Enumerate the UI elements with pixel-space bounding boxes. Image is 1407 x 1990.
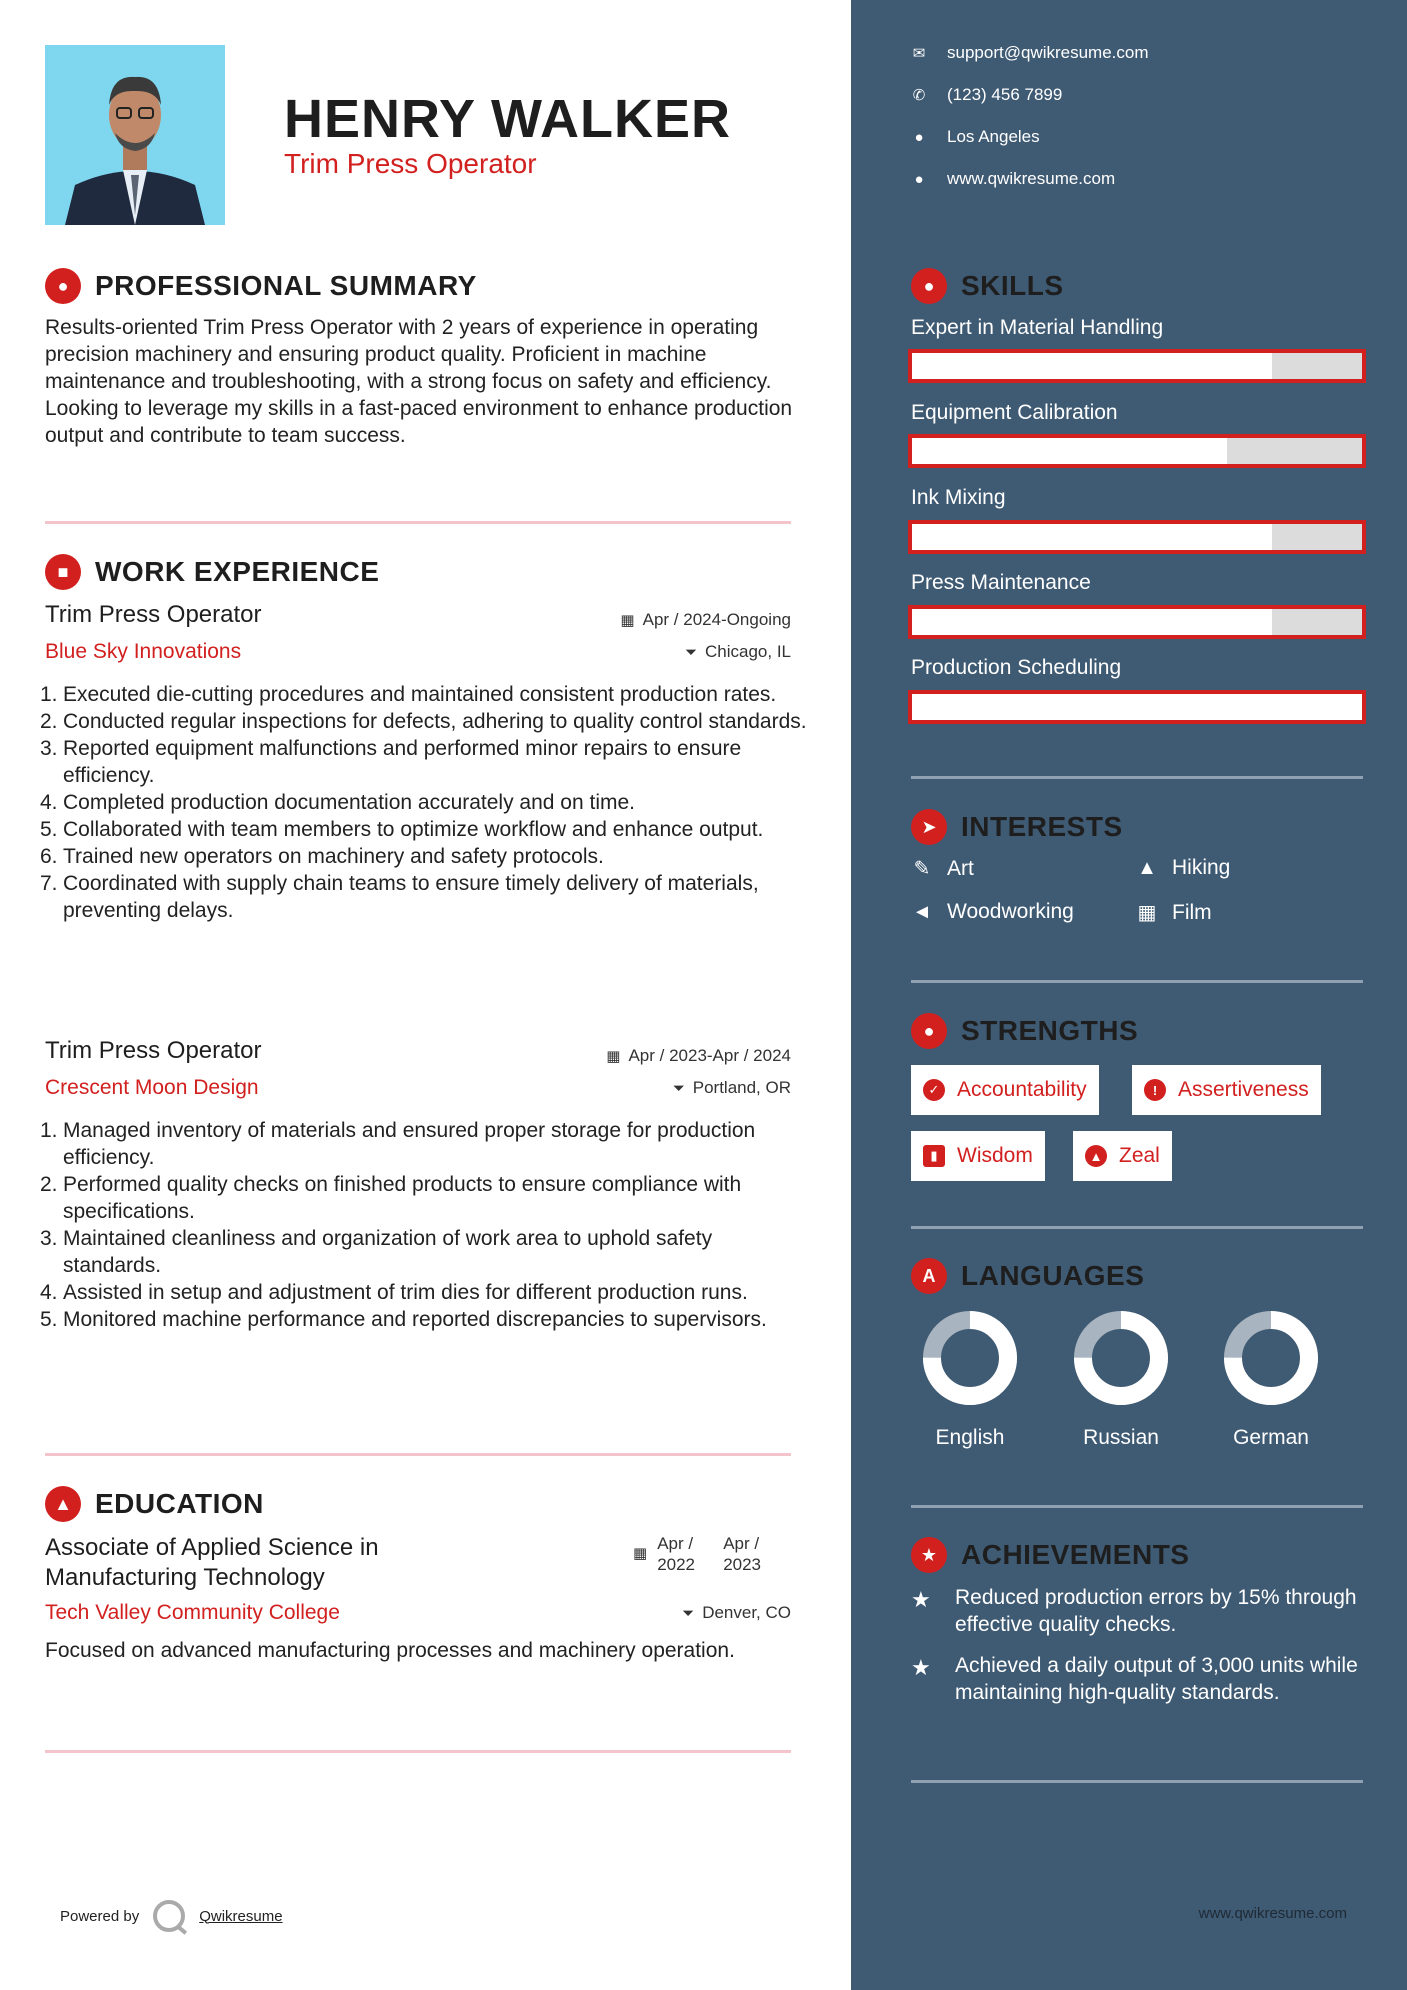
list-item: 7. Coordinated with supply chain teams to ensure timely delivery of materials, preventing delays. <box>40 872 759 922</box>
section-divider <box>911 1226 1363 1229</box>
language-item <box>1061 1310 1181 1450</box>
pin-icon: ⏷ <box>684 643 697 661</box>
education-heading: EDUCATION <box>95 1488 264 1519</box>
skill-bar-fill <box>912 353 1272 379</box>
phone-icon: ✆ <box>912 87 926 104</box>
interest-item <box>911 856 974 881</box>
list-item: 3. Reported equipment malfunctions and performed minor repairs to ensure efficiency. <box>40 737 742 787</box>
job-dates <box>606 1046 791 1066</box>
profile-photo-image <box>45 45 225 225</box>
graduate-icon: ▲ <box>45 1486 81 1522</box>
calendar-icon: ▦ <box>620 612 635 629</box>
skill-label: Press Maintenance <box>911 571 1091 594</box>
job-title: Trim Press Operator <box>45 1037 262 1064</box>
contact-location-text: Los Angeles <box>947 127 1040 146</box>
calendar-icon: ▦ <box>606 1048 621 1065</box>
skill-label: Production Scheduling <box>911 656 1122 679</box>
list-item: 5. Collaborated with team members to optimize workflow and enhance output. <box>40 818 764 841</box>
strength-badge <box>1132 1065 1321 1115</box>
globe-icon: ● <box>914 170 924 188</box>
strength-label: Wisdom <box>957 1144 1033 1167</box>
contact-email[interactable] <box>911 43 1149 63</box>
contact-website-text: www.qwikresume.com <box>947 169 1116 188</box>
skill-bar <box>908 690 1366 724</box>
strengths-section-header <box>911 1013 1138 1049</box>
language-ring <box>922 1310 1018 1406</box>
fist-icon: ● <box>911 1013 947 1049</box>
language-item <box>910 1310 1030 1450</box>
section-divider <box>911 980 1363 983</box>
interests-section-header <box>911 809 1123 845</box>
experience-heading: WORK EXPERIENCE <box>95 556 380 587</box>
section-divider <box>45 1453 791 1456</box>
job-location <box>673 1078 791 1098</box>
interests-heading: INTERESTS <box>961 811 1123 842</box>
achievements-section-header <box>911 1537 1189 1573</box>
interest-item <box>1136 900 1212 925</box>
fire-icon: ▲ <box>1085 1145 1107 1167</box>
book-icon: ▮ <box>923 1145 945 1167</box>
check-circle-icon: ✓ <box>923 1079 945 1101</box>
strength-label: Zeal <box>1119 1144 1160 1167</box>
interest-item <box>911 900 1074 924</box>
list-item: 2. Performed quality checks on finished products to ensure compliance with specifications. <box>40 1173 742 1223</box>
strength-badge <box>911 1065 1099 1115</box>
strength-label: Accountability <box>957 1078 1087 1101</box>
list-item: 4. Completed production documentation accurately and on time. <box>40 791 636 814</box>
skill-bar <box>908 520 1366 554</box>
list-item: 6. Trained new operators on machinery and safety protocols. <box>40 845 604 868</box>
powered-by-label: Powered by <box>60 1907 140 1925</box>
strength-label: Assertiveness <box>1178 1078 1309 1101</box>
contact-phone-text: (123) 456 7899 <box>947 85 1063 104</box>
list-item: 1. Managed inventory of materials and ensured proper storage for production efficiency. <box>40 1119 756 1169</box>
star-icon: ★ <box>911 1655 931 1680</box>
job-location-text: Chicago, IL <box>705 642 791 661</box>
strengths-heading: STRENGTHS <box>961 1015 1139 1046</box>
summary-section-header <box>45 268 477 304</box>
map-pin-icon: ● <box>914 128 924 146</box>
section-divider <box>911 1505 1363 1508</box>
section-divider <box>45 1750 791 1753</box>
lightbulb-icon: ● <box>911 268 947 304</box>
interest-label: Film <box>1172 900 1212 924</box>
office-chair-icon: ■ <box>45 554 81 590</box>
interest-item <box>1136 856 1230 880</box>
skill-label: Ink Mixing <box>911 486 1006 509</box>
education-location <box>682 1603 791 1623</box>
language-label: Russian <box>1083 1426 1159 1449</box>
skill-bar <box>908 605 1366 639</box>
languages-heading: LANGUAGES <box>961 1260 1145 1291</box>
skill-label: Expert in Material Handling <box>911 316 1164 339</box>
job-title: Trim Press Operator <box>45 601 262 628</box>
language-label: German <box>1233 1426 1309 1449</box>
skill-bar-fill <box>912 694 1362 720</box>
job-location <box>685 642 791 662</box>
envelope-icon: ✉ <box>912 45 926 62</box>
job-dates <box>620 610 791 630</box>
education-location-text: Denver, CO <box>702 1603 791 1622</box>
pin-icon: ⏷ <box>682 1604 695 1622</box>
paintbrush-icon: ✎ <box>913 858 931 880</box>
education-description: Focused on advanced manufacturing processes and machinery operation. <box>45 1639 735 1662</box>
language-ring <box>1223 1310 1319 1406</box>
contact-email-text: support@qwikresume.com <box>947 43 1149 62</box>
job-responsibilities <box>40 1117 810 1333</box>
interest-label: Art <box>947 856 974 880</box>
section-divider <box>45 521 791 524</box>
star-badge-icon: ★ <box>911 1537 947 1573</box>
section-divider <box>911 1780 1363 1783</box>
powered-by <box>60 1900 283 1932</box>
job-responsibilities <box>40 681 810 924</box>
brand-link[interactable]: Qwikresume <box>199 1907 283 1925</box>
candidate-title: Trim Press Operator <box>284 148 537 179</box>
skill-bar-fill <box>912 524 1272 550</box>
achievement-text: Reduced production errors by 15% through effective quality checks. <box>955 1586 1357 1636</box>
list-item: 1. Executed die-cutting procedures and maintained consistent production rates. <box>40 683 777 706</box>
list-item: 4. Assisted in setup and adjustment of trim dies for different production runs. <box>40 1281 748 1304</box>
skills-heading: SKILLS <box>961 270 1064 301</box>
job-company: Blue Sky Innovations <box>45 640 242 663</box>
achievement-text: Achieved a daily output of 3,000 units while maintaining high-quality standards. <box>955 1654 1358 1704</box>
skill-label: Equipment Calibration <box>911 401 1118 424</box>
education-end: Apr / 2023 <box>723 1534 762 1574</box>
section-divider <box>911 776 1363 779</box>
contact-website[interactable] <box>911 169 1115 189</box>
education-dates <box>633 1533 779 1575</box>
user-icon: ● <box>45 268 81 304</box>
pin-icon: ⏷ <box>672 1079 685 1097</box>
footer-url[interactable]: www.qwikresume.com <box>1198 1905 1347 1922</box>
calendar-icon: ▦ <box>633 1545 648 1562</box>
summary-text: Results-oriented Trim Press Operator with 2 years of experience in operating precision machinery and ensuring product quality. Proficient in machine maintenance and troubleshooting, with a strong focus on safety and efficiency. Looking to leverage my skills in a fast-paced environment to enhance production output and contribute to team success. <box>45 316 793 447</box>
list-item: 3. Maintained cleanliness and organization of work area to uphold safety standards. <box>40 1227 713 1277</box>
film-icon: ▦ <box>1137 902 1157 924</box>
achievement-item <box>911 1652 1361 1706</box>
qwikresume-logo-icon <box>153 1900 185 1932</box>
education-degree: Associate of Applied Science in Manufacturing Technology <box>45 1534 379 1591</box>
interest-label: Hiking <box>1172 856 1231 879</box>
strength-badge <box>911 1131 1045 1181</box>
language-label: English <box>935 1426 1005 1449</box>
tree-icon: ▲ <box>1137 856 1157 879</box>
strength-badge <box>1073 1131 1172 1181</box>
education-start: Apr / 2022 <box>657 1534 696 1574</box>
skill-bar-fill <box>912 609 1272 635</box>
language-item <box>1211 1310 1331 1450</box>
profile-photo <box>45 45 225 225</box>
list-item: 2. Conducted regular inspections for defects, adhering to quality control standards. <box>40 710 807 733</box>
star-icon: ★ <box>911 1587 931 1612</box>
languages-section-header <box>911 1258 1144 1294</box>
summary-heading: PROFESSIONAL SUMMARY <box>95 270 477 301</box>
translate-icon: A <box>911 1258 947 1294</box>
job-dates-text: Apr / 2024-Ongoing <box>642 610 791 629</box>
language-ring <box>1073 1310 1169 1406</box>
achievement-item <box>911 1584 1361 1638</box>
job-location-text: Portland, OR <box>692 1078 791 1097</box>
megaphone-icon: ◄ <box>912 900 932 923</box>
experience-section-header <box>45 554 379 590</box>
job-dates-text: Apr / 2023-Apr / 2024 <box>628 1046 791 1065</box>
contact-phone[interactable] <box>911 85 1062 105</box>
education-school: Tech Valley Community College <box>45 1601 340 1624</box>
candidate-name: HENRY WALKER <box>284 89 732 149</box>
list-item: 5. Monitored machine performance and reported discrepancies to supervisors. <box>40 1308 767 1331</box>
skills-section-header <box>911 268 1064 304</box>
achievements-heading: ACHIEVEMENTS <box>961 1539 1190 1570</box>
skill-bar <box>908 349 1366 383</box>
paper-plane-icon: ➤ <box>911 809 947 845</box>
exclamation-circle-icon: ! <box>1144 1079 1166 1101</box>
skill-bar <box>908 434 1366 468</box>
interest-label: Woodworking <box>947 900 1074 923</box>
skill-bar-fill <box>912 438 1227 464</box>
contact-location <box>911 127 1040 147</box>
education-section-header <box>45 1486 264 1522</box>
job-company: Crescent Moon Design <box>45 1076 259 1099</box>
